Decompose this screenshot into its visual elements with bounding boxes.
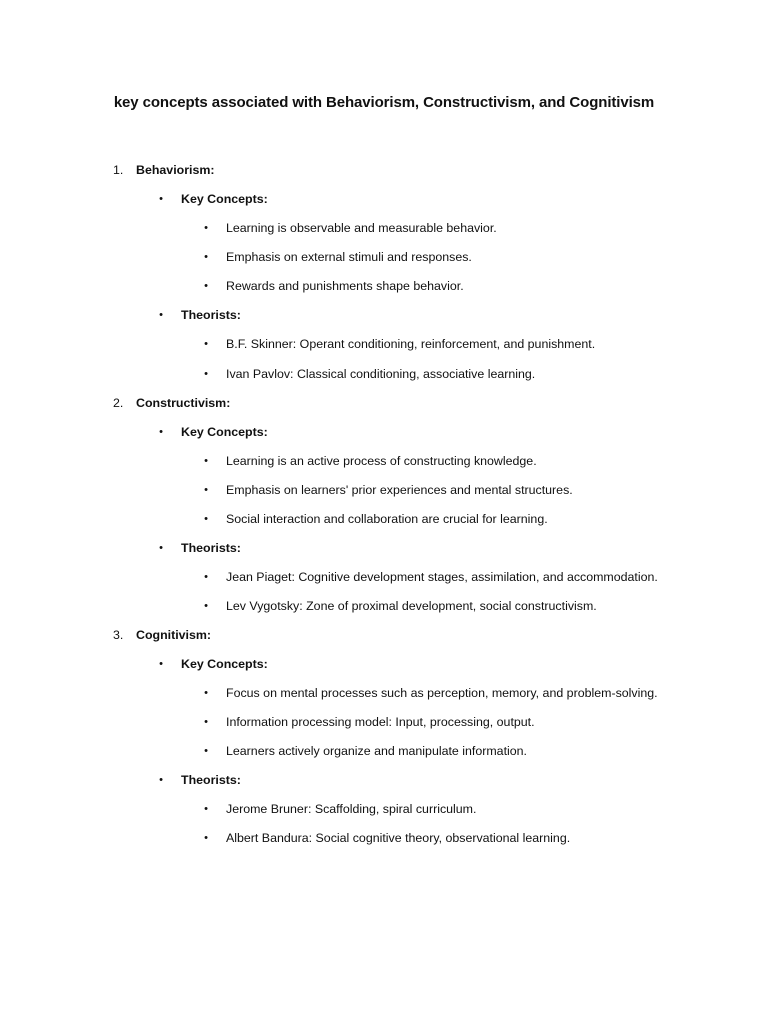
bullet-icon: • (159, 542, 163, 554)
list-item-text: Learning is observable and measurable behavior. (226, 221, 497, 235)
list-item-text: Albert Bandura: Social cognitive theory, observational learning. (226, 831, 571, 845)
list-item-text: Emphasis on learners' prior experiences and mental structures. (226, 483, 573, 497)
bullet-icon: • (204, 513, 208, 525)
bullet-icon: • (204, 571, 208, 583)
bullet-icon: • (204, 368, 208, 380)
bullet-icon: • (204, 484, 208, 496)
section-title: Cognitivism: (136, 628, 212, 642)
bullet-icon: • (204, 687, 208, 699)
bullet-icon: • (204, 280, 208, 292)
group-label: Key Concepts: (181, 657, 268, 671)
section-title: Behaviorism: (136, 163, 215, 177)
list-item-text: B.F. Skinner: Operant conditioning, reinforcement, and punishment. (226, 337, 596, 351)
bullet-icon: • (204, 455, 208, 467)
bullet-icon: • (159, 658, 163, 670)
list-item-text: Ivan Pavlov: Classical conditioning, associative learning. (226, 367, 536, 381)
bullet-icon: • (159, 309, 163, 321)
bullet-icon: • (204, 803, 208, 815)
section-title: Constructivism: (136, 396, 231, 410)
section-number: 2. (113, 396, 124, 410)
section-number: 3. (113, 628, 124, 642)
page-title: key concepts associated with Behaviorism, Constructivism, and Cognitivism (113, 94, 655, 111)
list-item-text: Learners actively organize and manipulate information. (226, 744, 527, 758)
bullet-icon: • (204, 832, 208, 844)
bullet-icon: • (204, 338, 208, 350)
list-item-text: Emphasis on external stimuli and responses. (226, 250, 472, 264)
group-label: Theorists: (181, 308, 241, 322)
bullet-icon: • (204, 600, 208, 612)
list-item-text: Focus on mental processes such as perception, memory, and problem-solving. (226, 686, 658, 700)
list-item-text: Jerome Bruner: Scaffolding, spiral curriculum. (226, 802, 477, 816)
list-item-text: Information processing model: Input, processing, output. (226, 715, 535, 729)
bullet-icon: • (159, 426, 163, 438)
group-label: Key Concepts: (181, 425, 268, 439)
bullet-icon: • (204, 222, 208, 234)
bullet-icon: • (204, 716, 208, 728)
group-label: Theorists: (181, 541, 241, 555)
bullet-icon: • (204, 745, 208, 757)
bullet-icon: • (159, 774, 163, 786)
bullet-icon: • (159, 193, 163, 205)
list-item-text: Rewards and punishments shape behavior. (226, 279, 464, 293)
bullet-icon: • (204, 251, 208, 263)
list-item-text: Lev Vygotsky: Zone of proximal development, social constructivism. (226, 599, 597, 613)
section-number: 1. (113, 163, 124, 177)
list-item-text: Social interaction and collaboration are crucial for learning. (226, 512, 548, 526)
list-item-text: Jean Piaget: Cognitive development stages, assimilation, and accommodation. (226, 570, 658, 584)
group-label: Key Concepts: (181, 192, 268, 206)
list-item-text: Learning is an active process of constructing knowledge. (226, 454, 537, 468)
group-label: Theorists: (181, 773, 241, 787)
